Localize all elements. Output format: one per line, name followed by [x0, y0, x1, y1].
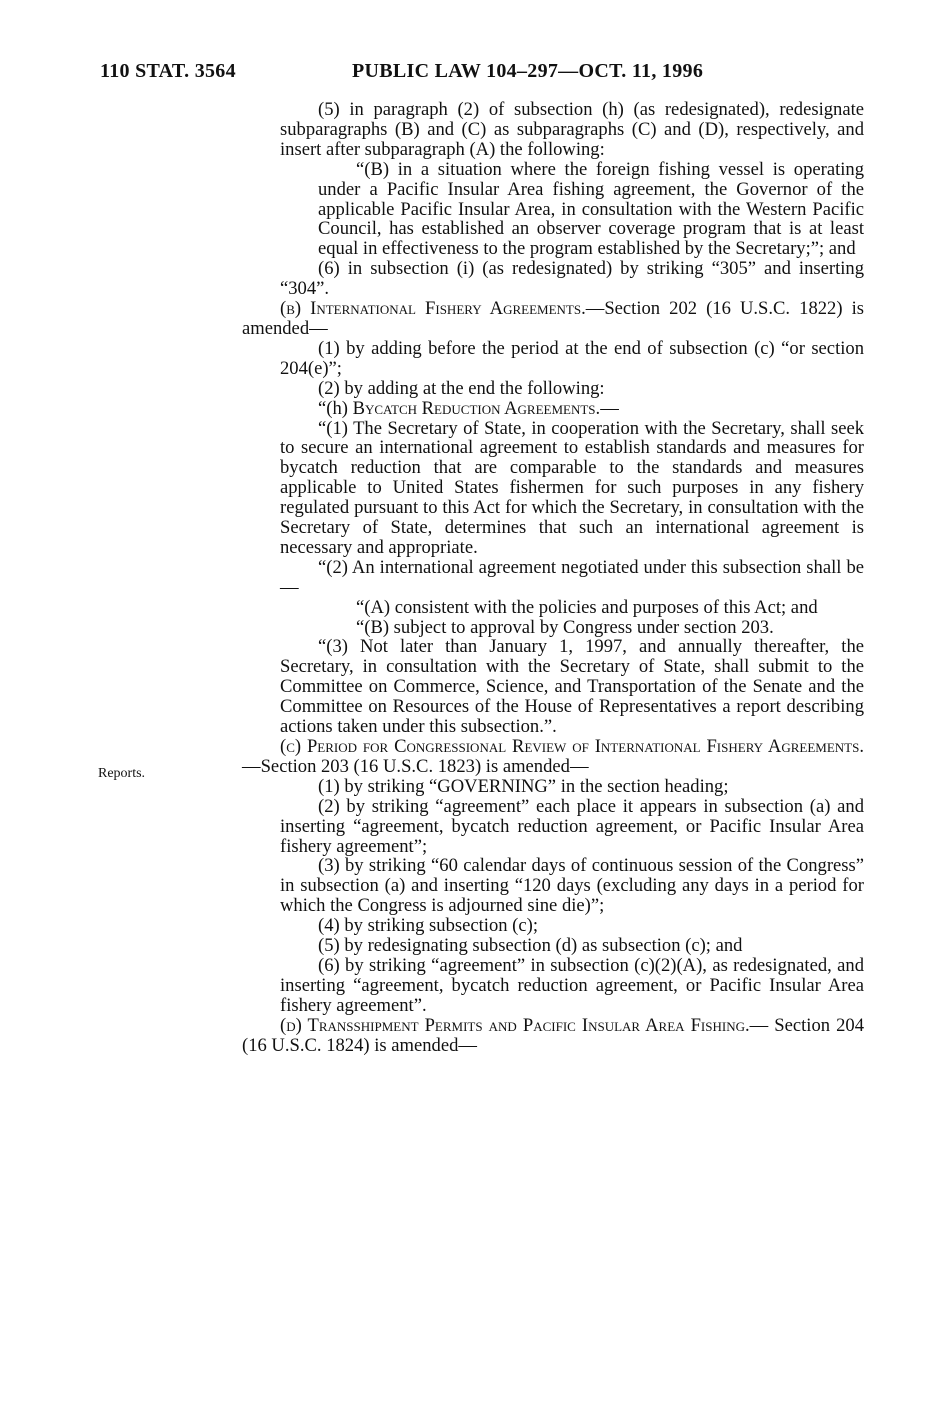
paragraph: “(A) consistent with the policies and purposes of this Act; and — [356, 596, 818, 618]
paragraph: “(B) subject to approval by Congress under section 203. — [356, 616, 774, 638]
public-law-heading: PUBLIC LAW 104–297—OCT. 11, 1996 — [352, 60, 704, 82]
paragraph-text: —Section 203 (16 U.S.C. 1823) is amended— — [242, 755, 589, 777]
paragraph-text: — — [600, 397, 619, 419]
paragraph: “(B) in a situation where the foreign fishing vessel is operating under a Pacific Insular Area fishing agreement, the Governor of the applicable Pacific Insular Area, in consultation with the Western Pacific Council, has established an observer coverage program that is at least equal in effectiveness to the program established by the Secretary;”; and — [318, 158, 864, 260]
paragraph: (2) by striking “agreement” each place it appears in subsection (a) and inserting “agreement, bycatch reduction agreement, or Pacific Insular Area fishery agreement”; — [280, 795, 864, 857]
paragraph: (4) by striking subsection (c); — [318, 915, 538, 937]
paragraph: (5) by redesignating subsection (d) as subsection (c); and — [318, 935, 743, 957]
page-header — [100, 60, 860, 90]
paragraph: (2) by adding at the end the following: — [318, 377, 605, 399]
law-body-text — [242, 100, 864, 1056]
paragraph: (5) in paragraph (2) of subsection (h) (as redesignated), redesignate subparagraphs (B) and (C) as subparagraphs (C) and (D), respectively, and insert after subparagraph (A) the following: — [280, 99, 864, 160]
paragraph-text: —Section 202 (16 U.S.C. 1822) is amended— — [242, 298, 864, 339]
subsection-heading: Bycatch Reduction Agreements. — [352, 397, 601, 419]
paragraph: (6) by striking “agreement” in subsection (c)(2)(A), as redesignated, and inserting “agreement, bycatch reduction agreement, or Pacific Insular Area fishery agreement”. — [280, 954, 864, 1016]
paragraph: “(1) The Secretary of State, in cooperation with the Secretary, shall seek to secure an international agreement to establish standards and measures for bycatch reduction that are comparable to the standards and measures applicable to United States fishermen for such purposes in any fishery regulated pursuant to this Act for which the Secretary, in consultation with the Secretary of State, determines that such an international agreement is necessary and appropriate. — [280, 417, 864, 558]
statute-page-number: 110 STAT. 3564 — [100, 60, 236, 82]
margin-note-reports: Reports. — [98, 766, 146, 781]
paragraph: “(2) An international agreement negotiated under this subsection shall be— — [280, 556, 864, 598]
paragraph: (1) by adding before the period at the end of subsection (c) “or section 204(e)”; — [280, 337, 864, 379]
subsection-heading-paragraph — [242, 399, 864, 419]
paragraph: “(3) Not later than January 1, 1997, and annually thereafter, the Secretary, in consultation with the Secretary of State, shall submit to the Committee on Commerce, Science, and Transportation of the Senate and the Committee on Resources of the House of Representatives a report describing actions taken under this subsection.”. — [280, 636, 864, 738]
subsection-heading: (c) Period for Congressional Review of International Fishery Agreements. — [280, 736, 864, 757]
subsection-heading: (b) International Fishery Agreements. — [280, 298, 586, 320]
paragraph: (1) by striking “GOVERNING” in the section heading; — [318, 775, 729, 797]
subsection-heading: (d) Transshipment Permits and Pacific Insular Area Fishing. — [280, 1014, 750, 1036]
subsection-heading-paragraph — [242, 299, 864, 339]
paragraph: (6) in subsection (i) (as redesignated) by striking “305” and inserting “304”. — [280, 258, 864, 300]
paragraph: (3) by striking “60 calendar days of continuous session of the Congress” in subsection (a) and inserting “120 days (excluding any days in a period for which the Congress is adjourned sine die)”; — [280, 855, 864, 917]
paragraph-text: “(h) — [318, 397, 353, 419]
subsection-heading-paragraph — [242, 737, 864, 777]
subsection-heading-paragraph — [242, 1016, 864, 1056]
paragraph-text: — Section 204 (16 U.S.C. 1824) is amended— — [242, 1014, 865, 1056]
